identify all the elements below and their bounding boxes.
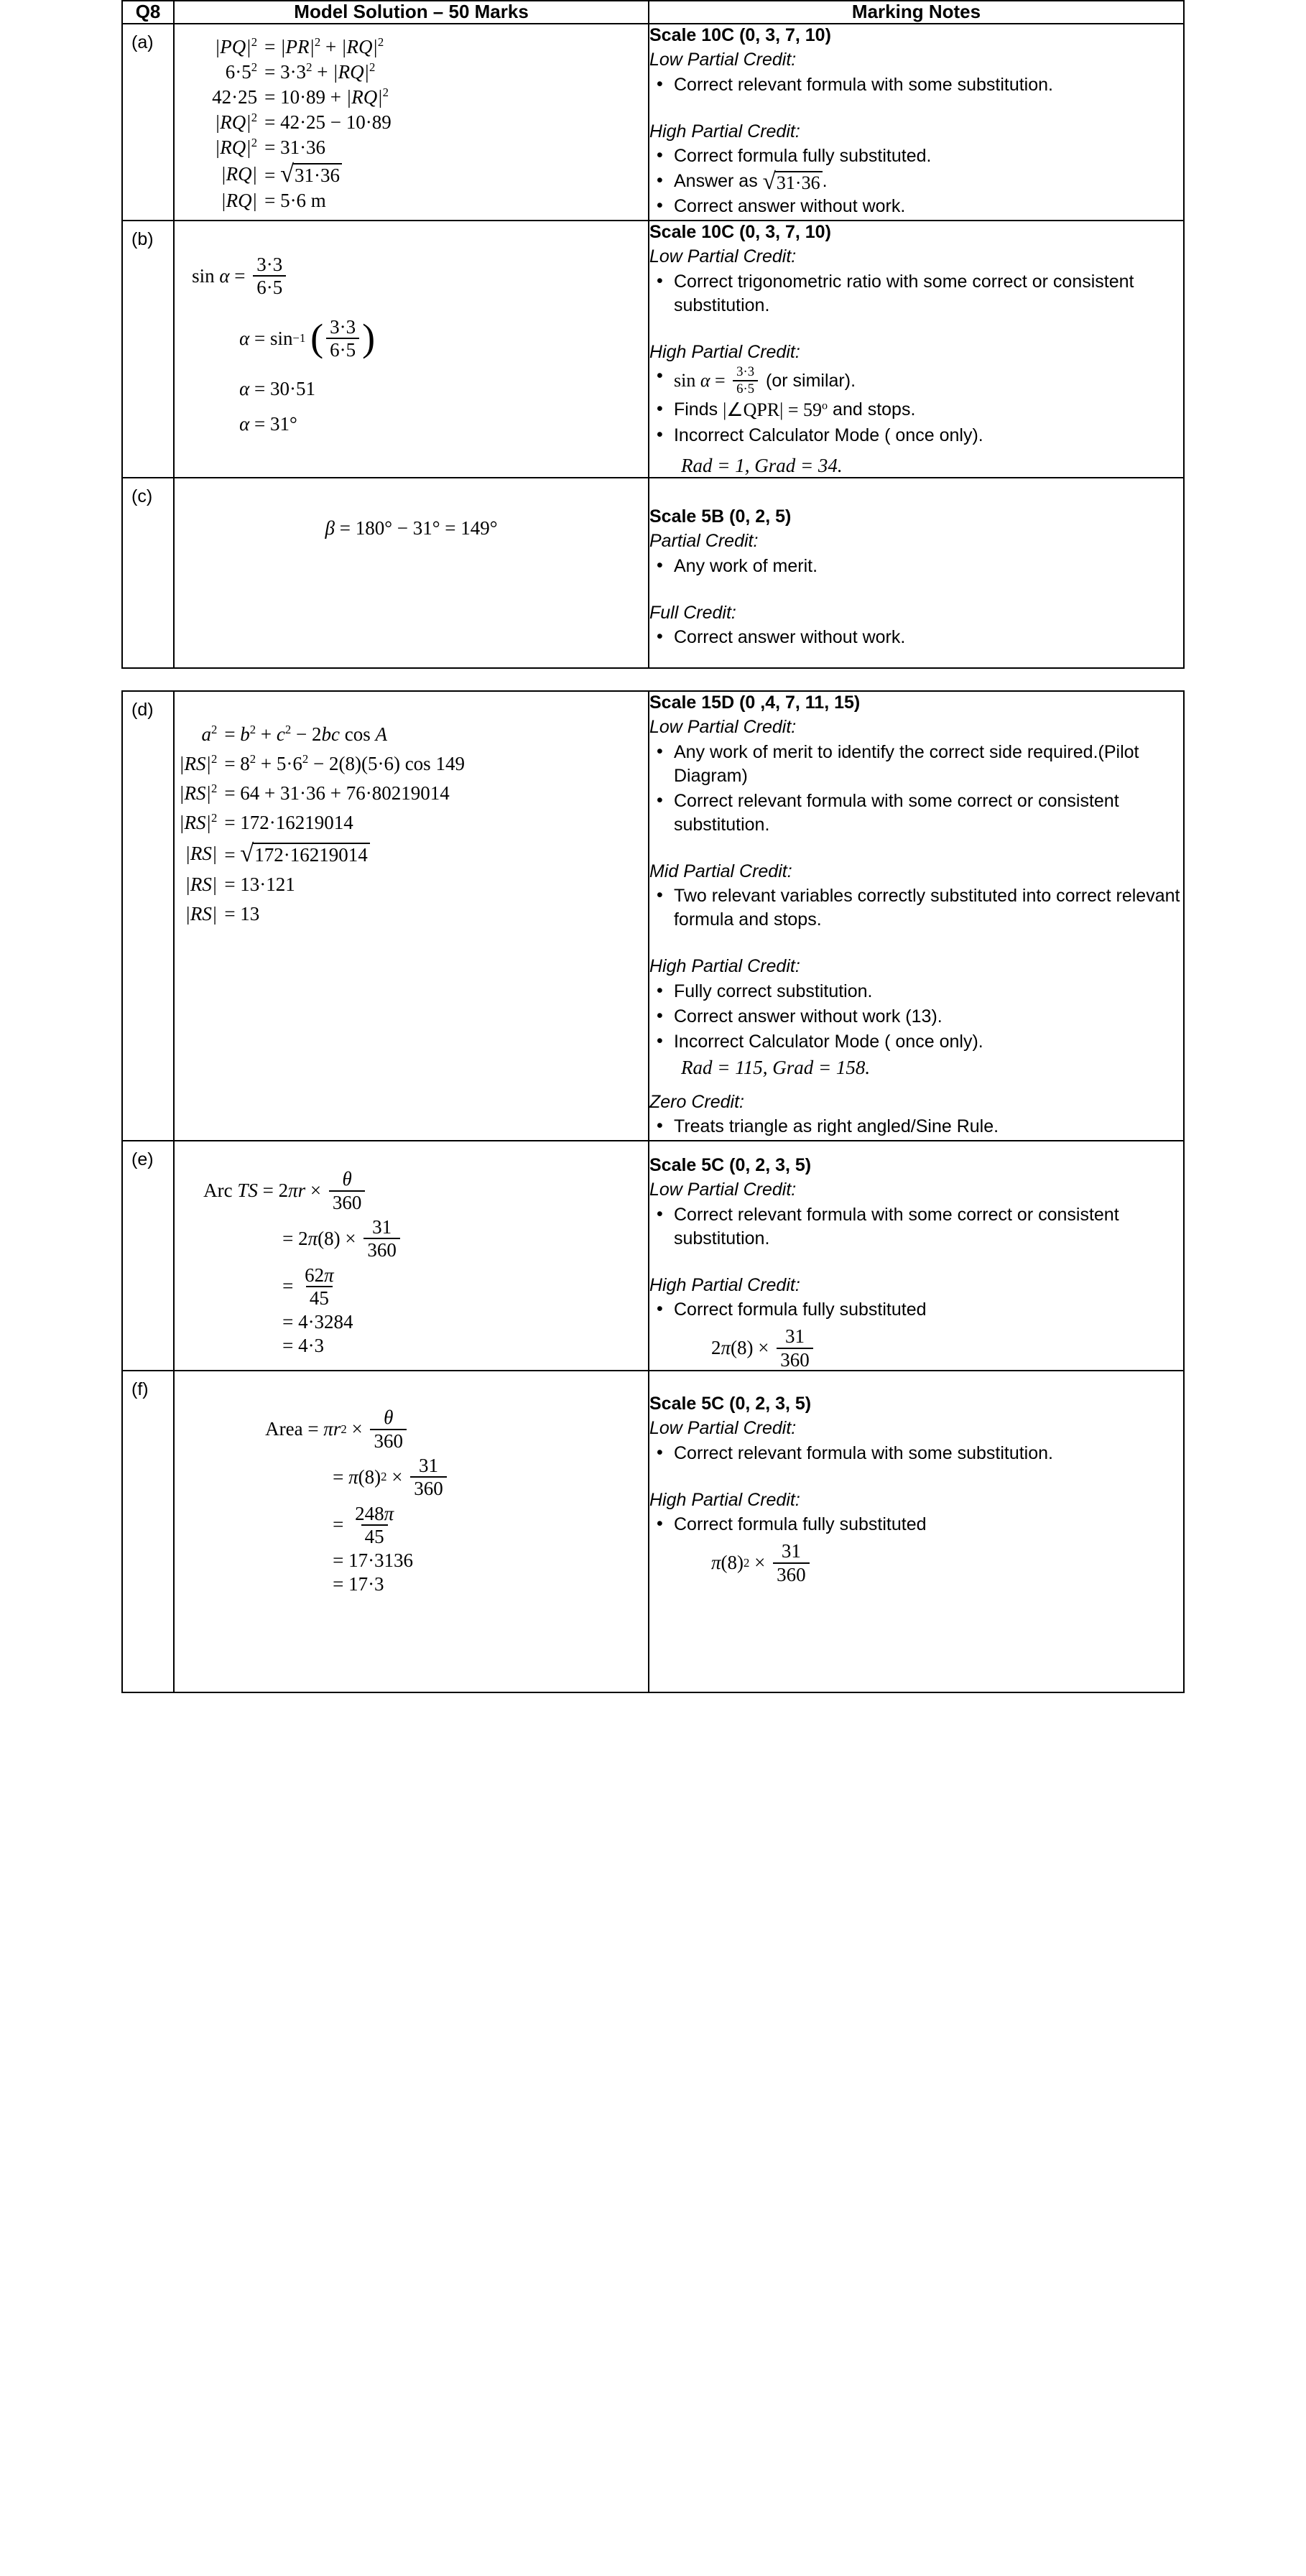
part-e-scale: Scale 5C (0, 2, 3, 5) [649,1155,812,1176]
part-e-low-heading: Low Partial Credit: [649,1180,797,1200]
part-a-label-cell [122,24,174,221]
list-item: • Any work of merit to identify the correct side required.(Pilot Diagram) [649,741,1183,788]
header-marking-notes-text: Marking Notes [851,1,981,22]
part-d-notes-cell [649,691,1184,1141]
part-a-label: (a) [131,32,154,52]
list-item: • Correct relevant formula with some substitution. [649,73,1183,97]
part-c-partial-heading: Partial Credit: [649,531,759,552]
list-item: • Incorrect Calculator Mode ( once only). [649,1030,1183,1054]
list-item: • Correct formula fully substituted [649,1298,1183,1322]
part-c-math: β = 180° − 31° = 149° [325,516,498,539]
table-row-part-c [122,478,1184,668]
notes-spacer [649,1079,1183,1090]
part-a-low-heading: Low Partial Credit: [649,50,797,70]
notes-spacer [649,1252,1183,1274]
part-d-high-heading: High Partial Credit: [649,956,800,977]
marking-scheme-table-1 [121,0,1185,669]
part-c-notes-cell [649,478,1184,668]
part-f-high-heading: High Partial Credit: [649,1489,800,1510]
part-e-low-list [649,1203,1183,1251]
list-item: • Correct formula fully substituted. [649,144,1183,168]
part-d-zero-list [649,1115,1183,1139]
part-d-solution-cell [174,691,649,1141]
part-a-high-list [649,144,1183,218]
part-f-high-list [649,1513,1183,1537]
list-item: • sin α = $\frac{3\cdot 3}{6\cdot 5}$ (or similar). [649,365,1183,396]
part-a-notes-cell [649,24,1184,221]
list-item: • Finds |∠QPR| = $59^o$ and stops. [649,398,1183,422]
table-row-part-f [122,1371,1184,1692]
table-row-part-e [122,1141,1184,1371]
part-d-mid-heading: Mid Partial Credit: [649,861,792,881]
part-b-label: (b) [131,229,154,250]
header-model-solution [174,1,649,24]
table-row-part-a [122,24,1184,221]
marking-scheme-table-2 [121,690,1185,1693]
part-b-scale: Scale 10C (0, 3, 7, 10) [649,222,831,243]
part-c-solution-cell [174,478,649,668]
list-item: • Correct answer without work. [649,195,1183,218]
list-item: • Correct formula fully substituted [649,1513,1183,1537]
notes-spacer [649,319,1183,340]
part-c-full-list [649,626,1183,649]
part-b-high-list [649,365,1183,448]
part-b-label-cell [122,221,174,478]
part-e-label: (e) [131,1149,154,1170]
list-item: • Correct relevant formula with some correct or consistent substitution. [649,789,1183,837]
part-d-calc-modes: Rad = 115, Grad = 158. [680,1056,871,1078]
part-d-low-list [649,741,1183,837]
part-b-calc-modes: Rad = 1, Grad = 34. [680,454,843,476]
part-f-low-list [649,1442,1183,1465]
notes-spacer [649,838,1183,860]
part-c-label-cell [122,478,174,668]
list-item: • Correct relevant formula with some substitution. [649,1442,1183,1465]
list-item: • Treats triangle as right angled/Sine Rule. [649,1115,1183,1139]
part-b-notes-cell [649,221,1184,478]
part-b-low-heading: Low Partial Credit: [649,246,797,267]
part-c-full-heading: Full Credit: [649,602,736,623]
table-row-part-d [122,691,1184,1141]
table-header-row [122,1,1184,24]
part-d-mid-list [649,884,1183,932]
part-f-low-heading: Low Partial Credit: [649,1418,797,1439]
notes-spacer [649,98,1183,120]
list-item: • Incorrect Calculator Mode ( once only). [649,424,1183,448]
part-f-label-cell [122,1371,174,1692]
part-d-zero-heading: Zero Credit: [649,1091,744,1112]
list-item: • Fully correct substitution. [649,980,1183,1004]
part-f-notes-cell [649,1371,1184,1692]
part-d-high-list [649,980,1183,1054]
part-f-scale: Scale 5C (0, 2, 3, 5) [649,1394,812,1414]
part-f-note-formula: π (8) 2 × $\frac{31}{360}$ [711,1541,1183,1585]
part-d-label: (d) [131,699,154,720]
part-e-math: Arc TS = 2 π r × $\frac{\theta}{360}$ = 2 π (8) × $\frac{31}{360}$ = $\frac{62\pi}{45}$ = 4·3284 = 4·3 [175,1141,648,1367]
part-c-partial-list [649,555,1183,578]
part-e-high-list [649,1298,1183,1322]
part-e-solution-cell [174,1141,649,1371]
header-q-label [122,1,174,24]
part-f-label: (f) [131,1379,149,1400]
notes-spacer [649,1467,1183,1488]
part-b-solution-cell [174,221,649,478]
header-q-text: Q8 [135,1,161,22]
list-item: • Two relevant variables correctly substituted into correct relevant formula and stops. [649,884,1183,932]
part-f-math: Area = π r 2 × $\frac{\theta}{360}$ = π (8) 2 × $\frac{31}{360}$ = $\frac{248\pi}{45}$ = 17·3136 = 17·3 [175,1371,648,1606]
part-d-scale: Scale 15D (0 ,4, 7, 11, 15) [649,692,861,713]
part-f-solution-cell [174,1371,649,1692]
list-item: • Correct answer without work (13). [649,1005,1183,1029]
part-b-math: sin α = $\frac{3\cdot 3}{6\cdot 5}$ α = sin −1 ( $\frac{3\cdot 3}{6\cdot 5}$ ) α = 30·51 α = 31° [192,254,376,435]
part-a-solution-cell [174,24,649,221]
list-item: • Correct answer without work. [649,626,1183,649]
part-a-low-list [649,73,1183,97]
table-row-part-b [122,221,1184,478]
part-d-label-cell [122,691,174,1141]
part-d-math: $a^2$ = $b^2 + c^2 - 2bc$ cos A $|RS|^2$ = $8^2 + 5\cdot 6^2 - 2(8)(5\cdot 6)$ cos 149 $|RS|^2$ = 64 + 31·36 + 76·80219014 $|RS|^2$ = 172·16219014 |RS| = √ 172·16219014 |RS| = 13·121 |RS| = 13 [179,722,465,925]
part-b-low-list [649,270,1183,318]
part-e-label-cell [122,1141,174,1371]
part-a-high-heading: High Partial Credit: [649,121,800,142]
list-item: • Correct relevant formula with some correct or consistent substitution. [649,1203,1183,1251]
part-c-label: (c) [131,486,153,506]
part-e-notes-cell [649,1141,1184,1371]
notes-spacer [649,933,1183,955]
part-e-high-heading: High Partial Credit: [649,1274,800,1295]
list-item: • Correct trigonometric ratio with some correct or consistent substitution. [649,270,1183,318]
part-a-math: $|PQ|^2$ = $|PR|^2 + |RQ|^2$ $6\cdot 5^2$ = $3\cdot 3^2 + |RQ|^2$ 42·25 = $10\cdot 89 + |RQ|^2$ $|RQ|^2$ = 42·25 − 10·89 $|RQ|^2$ = 31·36 |RQ| = √ 31·36 |RQ| = 5·6 m [212,34,392,211]
notes-spacer [649,580,1183,601]
list-item: • Any work of merit. [649,555,1183,578]
header-model-solution-text: Model Solution – 50 Marks [294,1,529,22]
list-item: • Answer as √ 31·36 . [649,170,1183,193]
part-b-high-heading: High Partial Credit: [649,341,800,362]
part-e-note-formula: 2 π (8) × $\frac{31}{360}$ [711,1326,1183,1370]
header-marking-notes [649,1,1184,24]
part-c-scale: Scale 5B (0, 2, 5) [649,506,792,527]
part-a-scale: Scale 10C (0, 3, 7, 10) [649,24,831,45]
part-d-low-heading: Low Partial Credit: [649,717,797,738]
